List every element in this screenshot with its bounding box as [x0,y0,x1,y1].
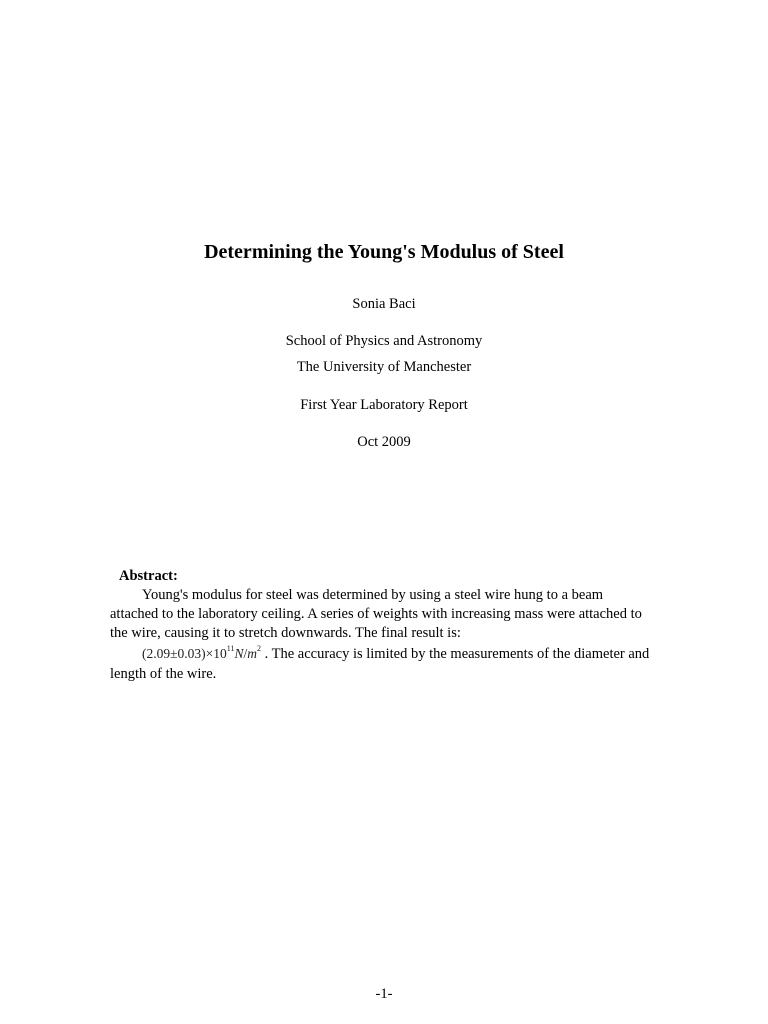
abstract-text-before-formula: Young's modulus for steel was determined by using a steel wire hung to a beam attached to the laboratory ceiling. A series of weights with increasing mass were attached to the wire, causing it to stretch downwards. The final result is: [110,587,642,641]
formula-exponent: 11 [226,644,235,653]
document-title: Determining the Young's Modulus of Steel [204,241,564,263]
formula-unit-exponent: 2 [257,644,262,653]
formula-open-paren: ( [142,646,147,661]
author-name: Sonia Baci [352,296,416,312]
page-number: -1- [375,986,393,1002]
university-name: The University of Manchester [296,359,472,375]
formula-uncertainty: 0.03 [177,646,202,661]
abstract-heading: Abstract: [119,568,178,584]
formula-value: 2.09 [146,646,171,661]
report-type: First Year Laboratory Report [300,397,468,413]
formula-unit-n: N [234,646,244,661]
school-name: School of Physics and Astronomy [285,333,483,349]
result-formula [110,643,261,665]
formula-close-paren: ) [201,646,206,661]
formula-base: 10 [213,646,227,661]
report-date: Oct 2009 [357,434,411,450]
formula-unit-m: m [247,646,258,661]
abstract-section [110,567,650,684]
formula-unit-slash: / [243,646,248,661]
formula-times: × [205,646,214,661]
formula-plus-minus: ± [170,646,178,661]
abstract-text-after-formula: . The accuracy is limited by the measurements of the diameter and length of the wire. [110,646,650,682]
abstract-body [110,586,650,684]
